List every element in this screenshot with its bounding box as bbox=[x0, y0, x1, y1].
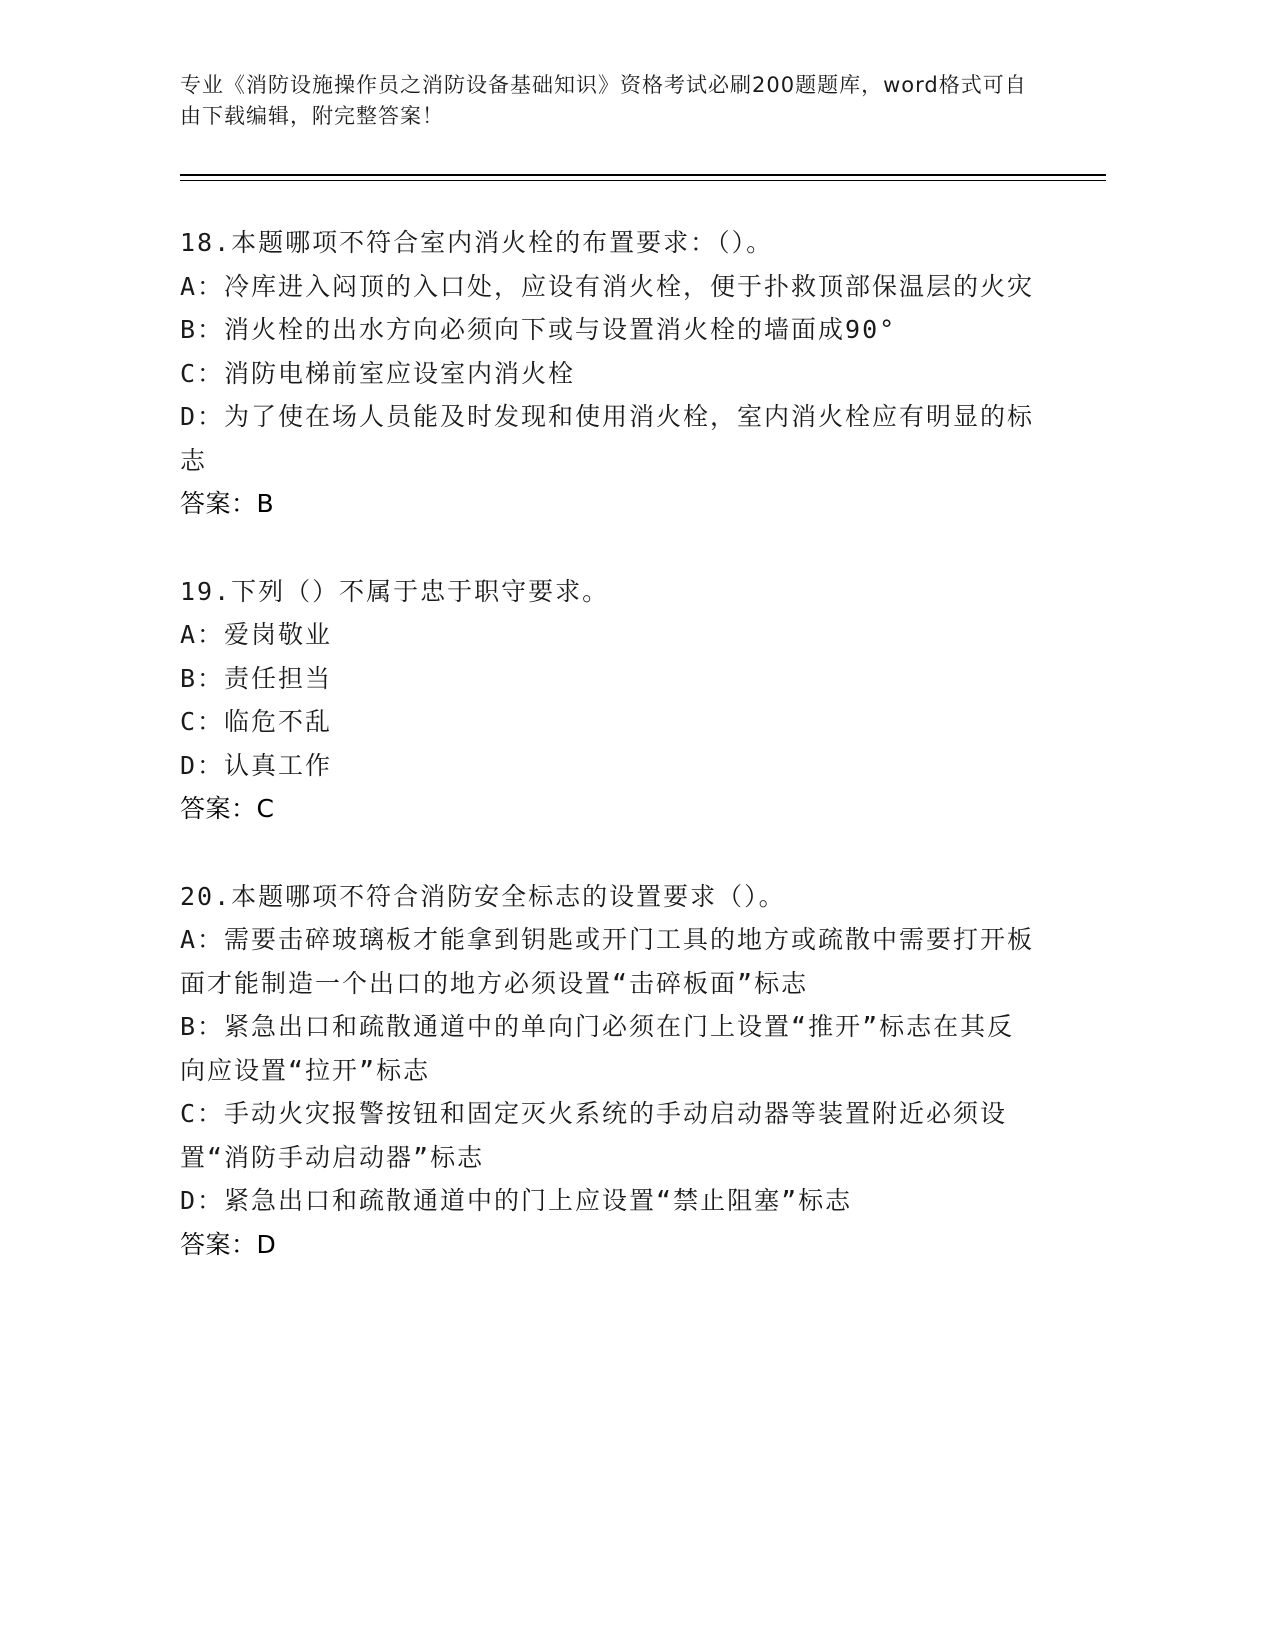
option-c: C：手动火灾报警按钮和固定灭火系统的手动启动器等装置附近必须设置“消防手动启动器”标志 bbox=[180, 1099, 1008, 1172]
question-list bbox=[180, 221, 1040, 1266]
option-a: A：需要击碎玻璃板才能拿到钥匙或开门工具的地方或疏散中需要打开板面才能制造一个出口的地方必须设置“击碎板面”标志 bbox=[180, 925, 1035, 998]
option-b: B：紧急出口和疏散通道中的单向门必须在门上设置“推开”标志在其反向应设置“拉开”标志 bbox=[180, 1012, 1015, 1085]
option-d: D：为了使在场人员能及时发现和使用消火栓，室内消火栓应有明显的标志 bbox=[180, 402, 1035, 475]
question-19 bbox=[180, 570, 1040, 831]
header-rule-thick bbox=[180, 174, 1106, 176]
option-c: C：消防电梯前室应设室内消火栓 bbox=[180, 358, 576, 388]
header-rule-thin bbox=[180, 180, 1106, 181]
question-stem: 18.本题哪项不符合室内消火栓的布置要求：（）。 bbox=[180, 228, 774, 257]
question-stem: 20.本题哪项不符合消防安全标志的设置要求（）。 bbox=[180, 881, 786, 911]
option-b: B：消火栓的出水方向必须向下或与设置消火栓的墙面成90° bbox=[180, 315, 897, 344]
option-a: A：爱岗敬业 bbox=[180, 620, 333, 649]
option-a: A：冷库进入闷顶的入口处，应设有消火栓，便于扑救顶部保温层的火灾 bbox=[180, 271, 1035, 301]
option-c: C：临危不乱 bbox=[180, 707, 333, 736]
option-d: D：认真工作 bbox=[180, 750, 333, 780]
question-stem: 19.下列（）不属于忠于职守要求。 bbox=[180, 576, 610, 606]
question-20 bbox=[180, 875, 1040, 1267]
option-b: B：责任担当 bbox=[180, 663, 333, 693]
answer: 答案：C bbox=[180, 794, 275, 823]
option-d: D：紧急出口和疏散通道中的门上应设置“禁止阻塞”标志 bbox=[180, 1186, 853, 1215]
answer: 答案：D bbox=[180, 1229, 277, 1259]
document-header: 专业《消防设施操作员之消防设备基础知识》资格考试必刷200题题库，word格式可自由下载编辑，附完整答案！ bbox=[180, 73, 1027, 128]
question-18 bbox=[180, 221, 1040, 526]
answer: 答案：B bbox=[180, 489, 275, 518]
